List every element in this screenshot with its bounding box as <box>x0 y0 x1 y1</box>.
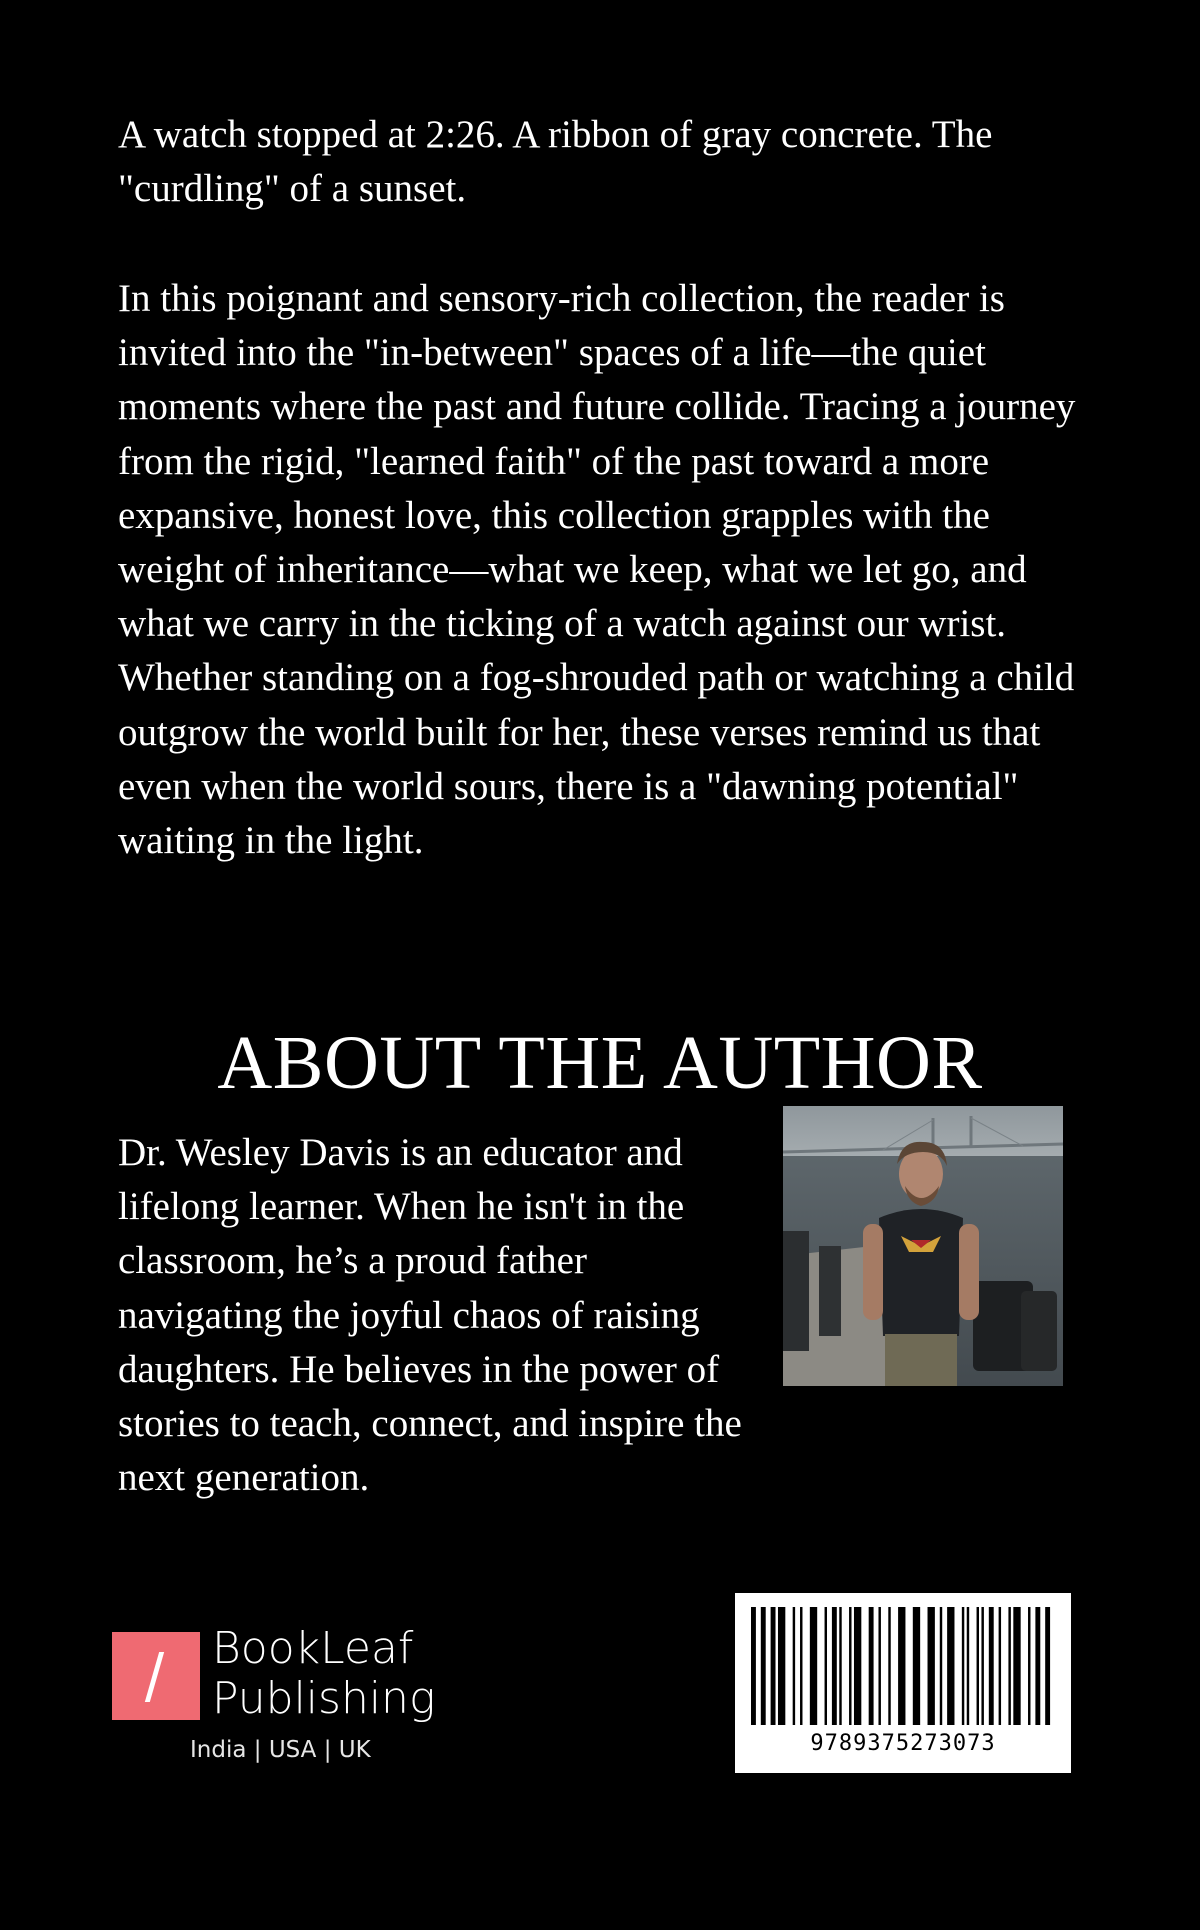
barcode-bar <box>999 1607 1001 1725</box>
barcode-bar <box>1008 1607 1010 1725</box>
barcode-bar <box>771 1607 776 1725</box>
barcode-bar <box>878 1607 880 1725</box>
barcode-bar <box>898 1607 905 1725</box>
barcode-bar <box>825 1607 827 1725</box>
barcode-bar <box>977 1607 979 1725</box>
isbn-barcode <box>735 1593 1071 1773</box>
barcode-bar <box>1028 1607 1030 1725</box>
publisher-logo <box>112 1623 452 1770</box>
blurb-lead: A watch stopped at 2:26. A ribbon of gray concrete. The "curdling" of a sunset. <box>118 113 993 210</box>
publisher-regions: India | USA | UK <box>190 1737 371 1763</box>
barcode-bar <box>832 1607 837 1725</box>
slash-icon <box>145 1652 164 1702</box>
publisher-name-line1: BookLeaf <box>212 1623 414 1674</box>
barcode-bar <box>839 1607 841 1725</box>
isbn-number: 9789375273073 <box>810 1731 996 1756</box>
barcode-bar <box>778 1607 785 1725</box>
barcode-bar <box>888 1607 890 1725</box>
barcode-bar <box>1035 1607 1040 1725</box>
barcode-bar <box>940 1607 942 1725</box>
barcode-bar <box>947 1607 954 1725</box>
bookleaf-logo-mark <box>112 1632 200 1720</box>
barcode-bar <box>869 1607 874 1725</box>
barcode-bar <box>981 1607 983 1725</box>
blurb-body: In this poignant and sensory-rich collection, the reader is invited into the "in-between" spaces of a life—the quiet moments where the past and future collide. Tracing a journey from the rigid, "learned faith" of the past toward a more expansive, honest love, this collection grapples with the weight of inheritance—what we keep, what we let go, and what we carry in the ticking of a watch against our wrist. Whether standing on a fog-shrouded path or watching a child outgrow the world built for her, these verses remind us that even when the world sours, there is a "dawning potential" waiting in the light. <box>118 277 1076 863</box>
about-author-text: Dr. Wesley Davis is an educator and lifelong learner. When he isn't in the classroom, he’s a proud father navigating the joyful chaos of raising daughters. He believes in the power of stories to teach, connect, and inspire the next generation. <box>118 1131 742 1500</box>
barcode-bar <box>810 1607 817 1725</box>
barcode-bar <box>1013 1607 1020 1725</box>
barcode-bars <box>751 1607 1055 1725</box>
barcode-bar <box>849 1607 851 1725</box>
barcode-bar <box>928 1607 935 1725</box>
barcode-bar <box>793 1607 795 1725</box>
author-photo <box>783 1106 1063 1386</box>
barcode-bar <box>761 1607 766 1725</box>
barcode-bar <box>800 1607 802 1725</box>
barcode-bar <box>913 1607 920 1725</box>
publisher-name-line2: Publishing <box>212 1673 436 1724</box>
about-author-heading: ABOUT THE AUTHOR <box>217 1021 983 1105</box>
barcode-bar <box>751 1607 756 1725</box>
barcode-bar <box>1045 1607 1050 1725</box>
barcode-bar <box>989 1607 994 1725</box>
barcode-bar <box>854 1607 861 1725</box>
barcode-bar <box>962 1607 964 1725</box>
barcode-bar <box>967 1607 969 1725</box>
publisher-name <box>212 1624 435 1724</box>
